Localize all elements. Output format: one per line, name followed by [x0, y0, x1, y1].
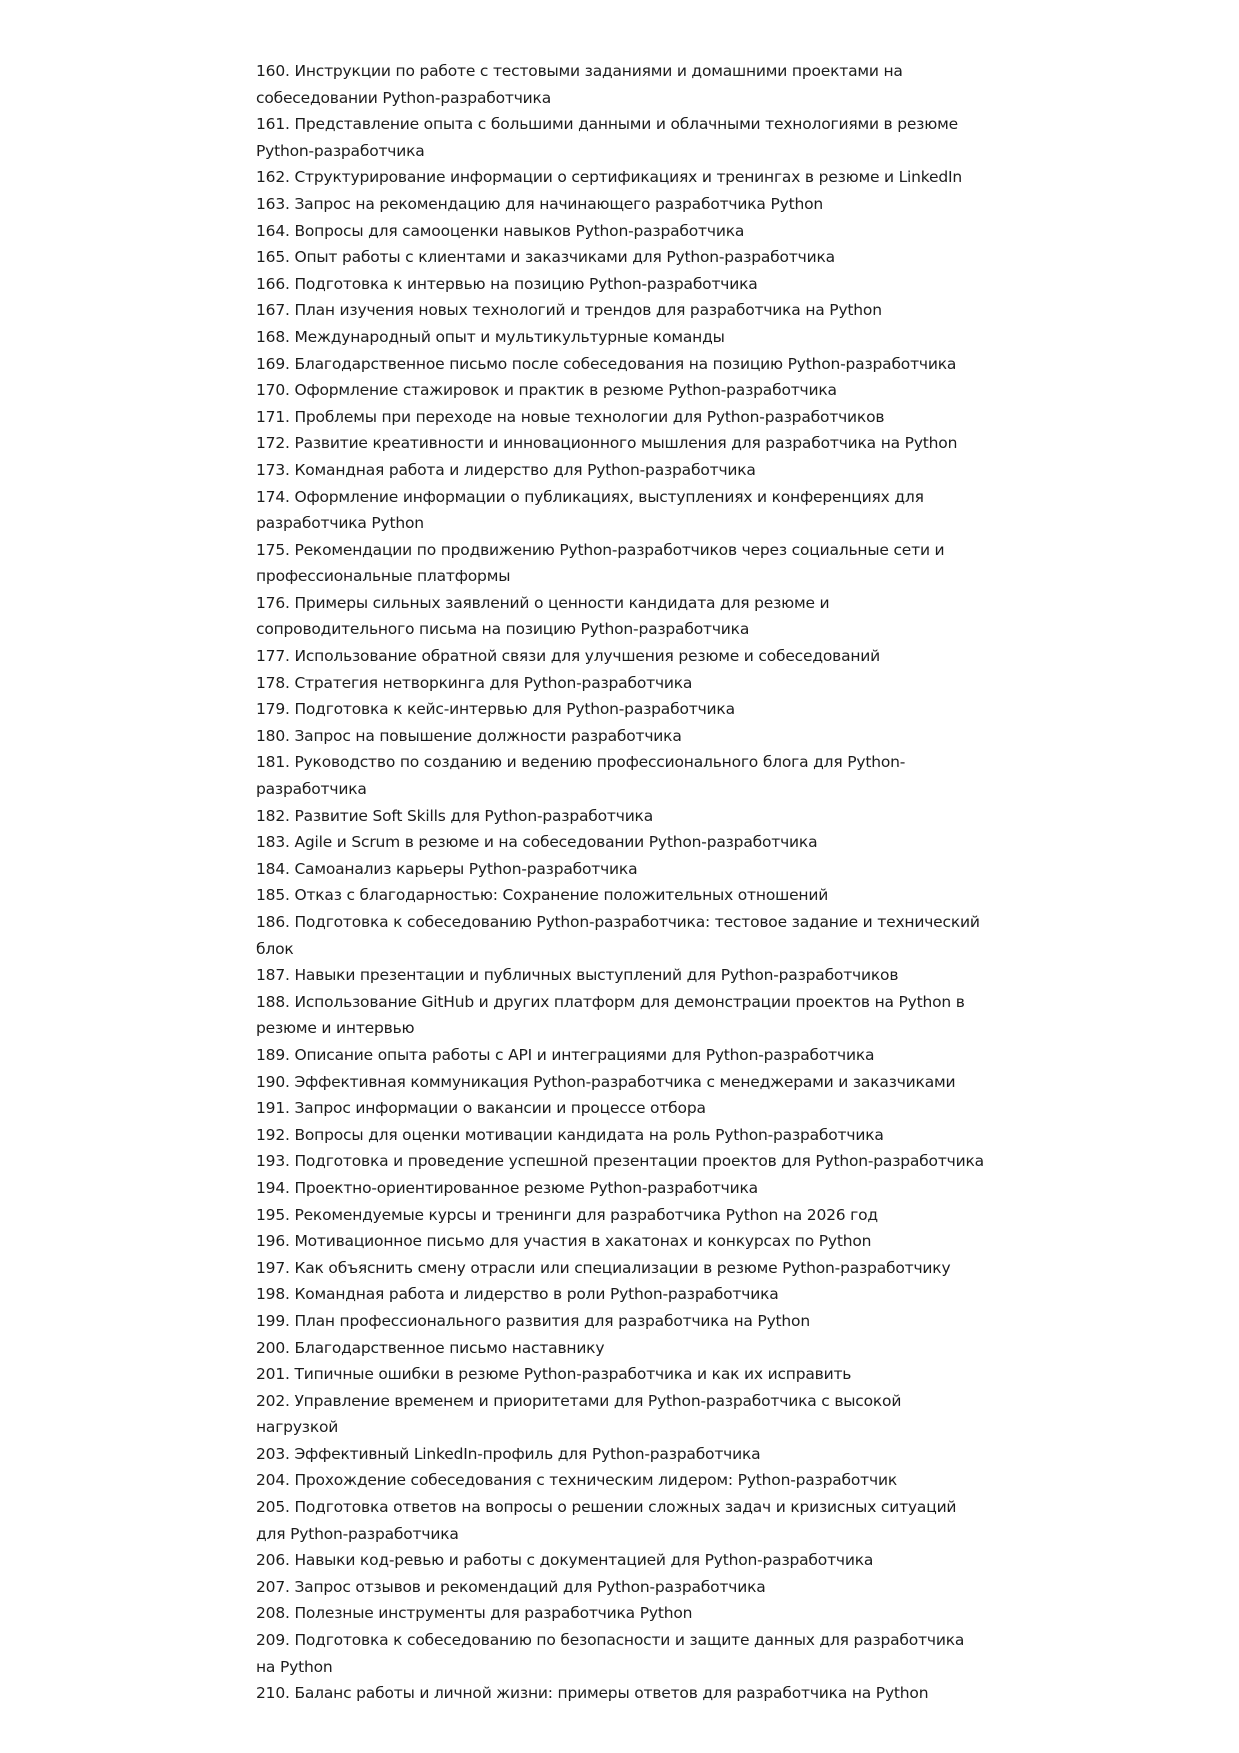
list-item: 172. Развитие креативности и инновационного мышления для разработчика на Python: [256, 434, 958, 453]
list-item: 180. Запрос на повышение должности разработчика: [256, 726, 682, 745]
list-item: 176. Примеры сильных заявлений о ценности кандидата для резюме и сопроводительного письма на позицию Python-разработчика: [256, 593, 830, 639]
list-item: 210. Баланс работы и личной жизни: примеры ответов для разработчика на Python: [256, 1684, 929, 1703]
list-item: 187. Навыки презентации и публичных выступлений для Python-разработчиков: [256, 966, 899, 985]
list-item: 209. Подготовка к собеседованию по безопасности и защите данных для разработчика на Python: [256, 1631, 965, 1676]
topic-list: [256, 58, 986, 1707]
list-item: 174. Оформление информации о публикациях, выступлениях и конференциях для разработчика Python: [256, 487, 924, 533]
list-item: 199. План профессионального развития для разработчика на Python: [256, 1311, 810, 1330]
list-item: 161. Представление опыта с большими данными и облачными технологиями в резюме Python-разработчика: [256, 115, 958, 160]
list-item: 178. Стратегия нетворкинга для Python-разработчика: [256, 673, 693, 692]
list-item: 164. Вопросы для самооценки навыков Python-разработчика: [256, 221, 745, 240]
list-item: 196. Мотивационное письмо для участия в хакатонах и конкурсах по Python: [256, 1232, 872, 1251]
list-item: 193. Подготовка и проведение успешной презентации проектов для Python-разработчика: [256, 1152, 984, 1171]
list-item: 181. Руководство по созданию и ведению профессионального блога для Python-разработчика: [256, 753, 906, 799]
list-item: 185. Отказ с благодарностью: Сохранение положительных отношений: [256, 886, 829, 905]
list-item: 200. Благодарственное письмо наставнику: [256, 1338, 605, 1357]
list-item: 202. Управление временем и приоритетами для Python-разработчика с высокой нагрузкой: [256, 1391, 902, 1437]
list-item: 169. Благодарственное письмо после собеседования на позицию Python-разработчика: [256, 354, 957, 373]
list-item: 160. Инструкции по работе с тестовыми заданиями и домашними проектами на собеседовании Python-разработчика: [256, 62, 903, 107]
list-item: 168. Международный опыт и мультикультурные команды: [256, 327, 725, 346]
list-item: 167. План изучения новых технологий и трендов для разработчика на Python: [256, 301, 882, 320]
list-item: 188. Использование GitHub и других платформ для демонстрации проектов на Python в резюме и интервью: [256, 992, 965, 1038]
list-item: 186. Подготовка к собеседованию Python-разработчика: тестовое задание и технический блок: [256, 913, 980, 958]
list-item: 191. Запрос информации о вакансии и процессе отбора: [256, 1099, 706, 1118]
list-item: 189. Описание опыта работы с API и интеграциями для Python-разработчика: [256, 1045, 875, 1064]
list-item: 206. Навыки код-ревью и работы с документацией для Python-разработчика: [256, 1551, 874, 1570]
list-item: 204. Прохождение собеседования с техническим лидером: Python-разработчик: [256, 1471, 897, 1490]
list-item: 205. Подготовка ответов на вопросы о решении сложных задач и кризисных ситуаций для Python-разработчика: [256, 1498, 957, 1543]
list-item: 166. Подготовка к интервью на позицию Python-разработчика: [256, 274, 758, 293]
list-item: 194. Проектно-ориентированное резюме Python-разработчика: [256, 1178, 758, 1197]
list-item: 201. Типичные ошибки в резюме Python-разработчика и как их исправить: [256, 1365, 852, 1384]
list-item: 173. Командная работа и лидерство для Python-разработчика: [256, 460, 756, 479]
list-item: 183. Agile и Scrum в резюме и на собеседовании Python-разработчика: [256, 833, 818, 852]
list-item: 190. Эффективная коммуникация Python-разработчика с менеджерами и заказчиками: [256, 1072, 956, 1091]
list-item: 177. Использование обратной связи для улучшения резюме и собеседований: [256, 647, 881, 666]
list-item: 207. Запрос отзывов и рекомендаций для Python-разработчика: [256, 1577, 766, 1596]
list-item: 184. Самоанализ карьеры Python-разработчика: [256, 859, 638, 878]
list-item: 170. Оформление стажировок и практик в резюме Python-разработчика: [256, 381, 837, 400]
list-item: 182. Развитие Soft Skills для Python-разработчика: [256, 806, 654, 825]
list-item: 175. Рекомендации по продвижению Python-разработчиков через социальные сети и профессиональные платформы: [256, 540, 945, 586]
list-item: 163. Запрос на рекомендацию для начинающего разработчика Python: [256, 194, 823, 213]
list-item: 171. Проблемы при переходе на новые технологии для Python-разработчиков: [256, 407, 885, 426]
list-item: 198. Командная работа и лидерство в роли Python-разработчика: [256, 1285, 779, 1304]
list-item: 203. Эффективный LinkedIn-профиль для Python-разработчика: [256, 1444, 761, 1463]
list-item: 208. Полезные инструменты для разработчика Python: [256, 1604, 693, 1623]
list-item: 165. Опыт работы с клиентами и заказчиками для Python-разработчика: [256, 248, 835, 267]
list-item: 195. Рекомендуемые курсы и тренинги для разработчика Python на 2026 год: [256, 1205, 878, 1224]
list-item: 192. Вопросы для оценки мотивации кандидата на роль Python-разработчика: [256, 1125, 884, 1144]
list-item: 197. Как объяснить смену отрасли или специализации в резюме Python-разработчику: [256, 1258, 951, 1277]
list-item: 162. Структурирование информации о сертификациях и тренингах в резюме и LinkedIn: [256, 168, 962, 187]
list-item: 179. Подготовка к кейс-интервью для Python-разработчика: [256, 700, 735, 719]
